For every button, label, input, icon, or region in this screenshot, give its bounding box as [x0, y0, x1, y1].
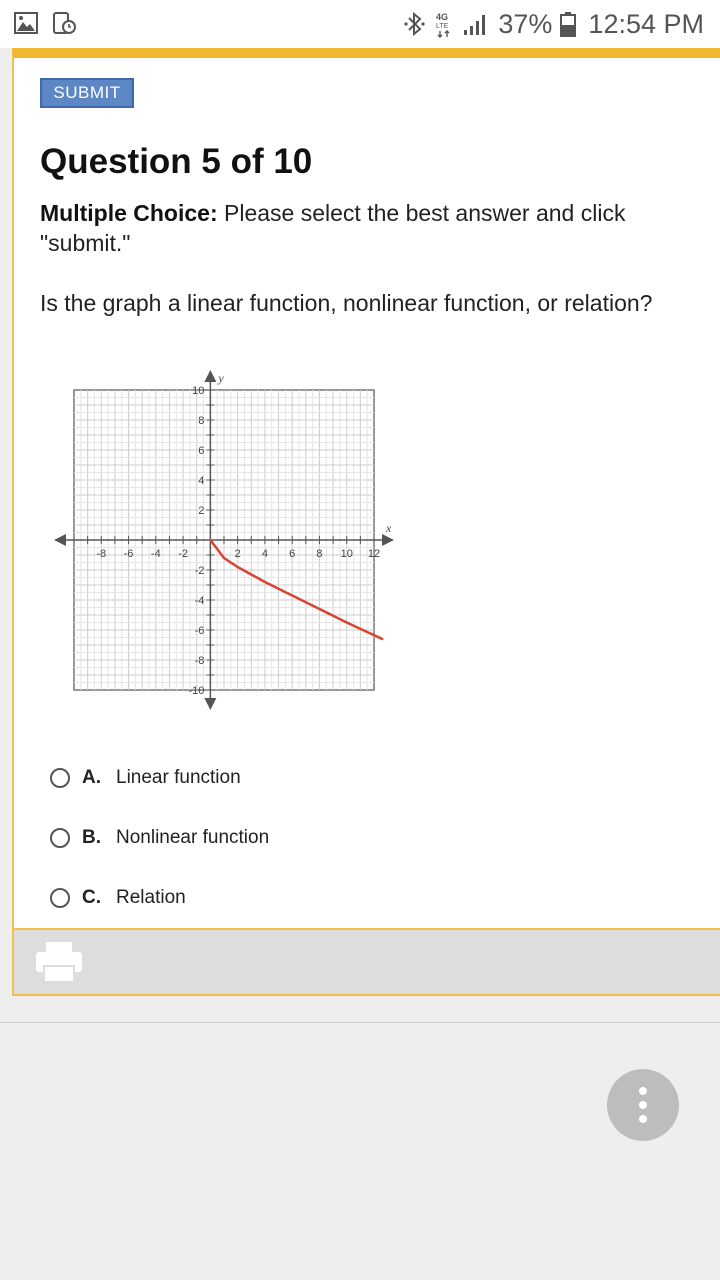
- clock: 12:54 PM: [588, 8, 704, 39]
- svg-text:4G: 4G: [436, 12, 449, 22]
- y-tick-label: -2: [194, 565, 205, 577]
- choice-text-c: Relation: [116, 887, 186, 908]
- more-options-button[interactable]: [607, 1069, 679, 1141]
- instruction-text: Please select the best answer and click "submit.": [40, 200, 626, 256]
- y-tick-label: -4: [194, 595, 205, 607]
- bluetooth-icon: [404, 11, 426, 37]
- print-bar: [12, 928, 720, 996]
- question-card: [12, 48, 720, 928]
- gallery-icon: [14, 12, 38, 34]
- network-type-icon: [434, 10, 454, 38]
- y-tick-label: -10: [188, 685, 205, 697]
- choice-text-a: Linear function: [116, 767, 241, 788]
- x-tick-label: 2: [234, 548, 241, 560]
- instructions: [40, 198, 700, 258]
- x-axis-label: x: [386, 521, 392, 535]
- y-tick-label: 8: [198, 415, 205, 427]
- y-axis-arrow-up: [204, 370, 216, 382]
- submit-button[interactable]: SUBMIT: [40, 78, 134, 108]
- battery-percent: 37%: [498, 8, 553, 39]
- dot-icon: [639, 1087, 647, 1095]
- y-tick-label: 4: [198, 475, 205, 487]
- choice-letter-b: B.: [82, 827, 101, 848]
- x-tick-label: -2: [178, 548, 188, 560]
- choice-letter-c: C.: [82, 887, 101, 908]
- signal-strength-icon: [462, 12, 490, 36]
- x-tick-label: -4: [150, 548, 161, 560]
- instruction-label: Multiple Choice:: [40, 200, 218, 226]
- x-axis-arrow-right: [382, 534, 394, 546]
- dot-icon: [639, 1101, 647, 1109]
- status-bar: [0, 0, 720, 48]
- screen-recorder-icon: [52, 12, 76, 34]
- y-tick-label: 6: [198, 445, 205, 457]
- x-axis-arrow-left: [54, 534, 66, 546]
- print-icon[interactable]: [34, 940, 84, 984]
- y-tick-label: 10: [192, 385, 205, 397]
- answer-choices: [50, 748, 269, 928]
- notification-icons: [14, 12, 76, 34]
- choice-b[interactable]: [50, 808, 269, 868]
- question-prompt: Is the graph a linear function, nonlinear function, or relation?: [40, 290, 653, 316]
- radio-button-b[interactable]: [50, 828, 70, 848]
- y-axis-label: y: [218, 371, 224, 385]
- x-tick-label: 4: [261, 548, 268, 560]
- dot-icon: [639, 1115, 647, 1123]
- choice-c[interactable]: [50, 868, 269, 928]
- x-tick-label: 10: [340, 548, 353, 560]
- svg-text:LTE: LTE: [436, 23, 449, 30]
- y-tick-label: -6: [194, 625, 205, 637]
- y-tick-label: -8: [194, 655, 205, 667]
- x-tick-label: 8: [316, 548, 323, 560]
- choice-a[interactable]: [50, 748, 269, 808]
- x-tick-label: -6: [123, 548, 134, 560]
- x-tick-label: 6: [289, 548, 296, 560]
- function-graph: [54, 370, 394, 710]
- y-axis-arrow-down: [204, 698, 216, 710]
- radio-button-c[interactable]: [50, 888, 70, 908]
- page-divider: [0, 1022, 720, 1023]
- question-title: Question 5 of 10: [40, 142, 313, 181]
- battery-icon: [560, 11, 576, 37]
- radio-button-a[interactable]: [50, 768, 70, 788]
- system-indicators: [404, 6, 704, 42]
- x-tick-label: -8: [96, 548, 107, 560]
- choice-text-b: Nonlinear function: [116, 827, 270, 848]
- x-tick-label: 12: [367, 548, 381, 560]
- choice-letter-a: A.: [82, 767, 101, 788]
- y-tick-label: 2: [198, 505, 205, 517]
